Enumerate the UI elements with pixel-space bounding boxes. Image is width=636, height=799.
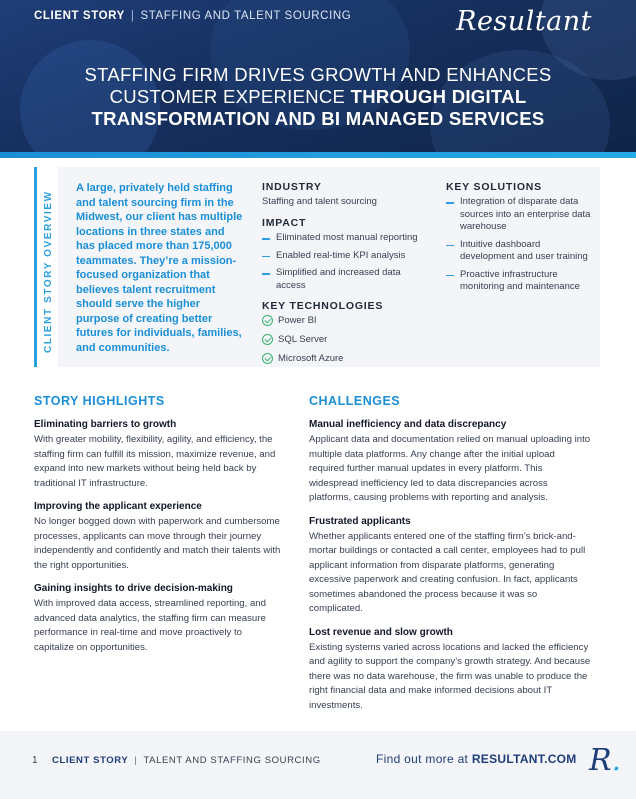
challenges-heading: CHALLENGES — [309, 394, 401, 408]
challenge-title: Lost revenue and slow growth — [309, 626, 453, 638]
check-circle-icon — [262, 334, 273, 345]
footer-tag-text: TALENT AND STAFFING SOURCING — [143, 755, 321, 766]
challenge-text: Existing systems varied across locations and lacked the efficiency and agility to support the company’s growth strategy. And because there was no data warehouse, the firm was unable to produce the right financial data and make informed decisions about IT investments. — [309, 641, 591, 711]
r-mark-dot: . — [611, 743, 622, 778]
solutions-heading: KEY SOLUTIONS — [446, 181, 542, 193]
challenge-title: Frustrated applicants — [309, 515, 411, 527]
challenge-item — [309, 419, 591, 506]
page-footer — [0, 731, 636, 799]
highlight-text: With improved data access, streamlined reporting, and advanced data analytics, the staffing firm can measure performance in real-time and move proactively to capitalize on opportunities. — [34, 598, 266, 653]
overview-intro: A large, privately held staffing and talent sourcing firm in the Midwest, our client has multiple locations in three states and has placed more than 175,000 teammates. They’re a mission-focused organization that believes talent recruitment should serve the higher purpose of creating better futures for individuals, families, and communities. — [76, 182, 243, 354]
highlight-item — [34, 501, 284, 573]
overview-side-label: CLIENT STORY OVERVIEW — [43, 190, 54, 353]
solution-item: Intuitive dashboard development and user training — [446, 239, 596, 264]
highlight-text: No longer bogged down with paperwork and cumbersome processes, applicants can move through their journey independently and confidently and match their talents with the right opportunities. — [34, 516, 281, 571]
technologies-list — [262, 315, 432, 364]
story-highlights — [34, 394, 284, 665]
impact-list — [262, 232, 432, 292]
page-title-bold: THROUGH DIGITAL TRANSFORMATION AND BI MANAGED SERVICES — [91, 86, 545, 129]
resultant-logo: Resultant — [456, 6, 592, 37]
impact-item: Simplified and increased data access — [262, 267, 432, 292]
highlight-item — [34, 583, 284, 655]
solution-item: Integration of disparate data sources into an enterprise data warehouse — [446, 196, 596, 234]
overview-right-column — [446, 181, 596, 302]
header-tag — [34, 10, 351, 22]
overview-middle-column — [262, 181, 432, 372]
challenge-item — [309, 516, 591, 617]
footer-tag — [52, 755, 321, 766]
header-tag-strong: CLIENT STORY — [34, 10, 125, 22]
industry-heading: INDUSTRY — [262, 181, 322, 193]
website-link-domain: RESULTANT.COM — [471, 752, 577, 766]
challenge-text: Whether applicants entered one of the staffing firm’s brick-and-mortar buildings or contacted a call center, employees had to pull applicant information from disparate platforms, generating excessive paperwork and creating confusion. In fact, applicants sometimes abandoned the process because it was so complicated. — [309, 530, 586, 614]
hero-accent-bar — [0, 152, 636, 158]
website-link-prefix: Find out more at — [376, 752, 472, 766]
page-title — [40, 64, 596, 130]
header-tag-text: STAFFING AND TALENT SOURCING — [140, 10, 352, 22]
check-circle-icon — [262, 353, 273, 364]
technology-item — [262, 353, 432, 364]
industry-value: Staffing and talent sourcing — [262, 196, 377, 207]
technology-item — [262, 334, 432, 345]
footer-tag-separator: | — [134, 755, 138, 766]
impact-heading: IMPACT — [262, 217, 307, 229]
overview-side-tab — [34, 167, 58, 367]
client-story-overview — [34, 167, 600, 367]
challenge-text: Applicant data and documentation relied on manual uploading into multiple data platforms. Any change after the initial upload required further manual updates in every platform. This widespread inefficiency led to data discrepancies across platforms, causing problems with reporting and analysis. — [309, 434, 591, 503]
check-circle-icon — [262, 315, 273, 326]
highlight-item — [34, 419, 284, 491]
r-mark-letter: R — [589, 743, 612, 778]
challenge-title: Manual inefficiency and data discrepancy — [309, 419, 507, 430]
challenge-item — [309, 627, 591, 714]
technology-label: SQL Server — [278, 334, 328, 345]
page-number: 1 — [32, 755, 38, 766]
solution-item: Proactive infrastructure monitoring and maintenance — [446, 269, 596, 294]
resultant-r-mark-icon — [589, 743, 621, 778]
website-link[interactable] — [376, 752, 577, 766]
impact-item: Enabled real-time KPI analysis — [262, 250, 432, 263]
highlight-title: Improving the applicant experience — [34, 501, 202, 512]
challenges — [309, 394, 591, 723]
technology-label: Power BI — [278, 315, 317, 326]
impact-item: Eliminated most manual reporting — [262, 232, 432, 245]
technology-item — [262, 315, 432, 326]
footer-tag-strong: CLIENT STORY — [52, 755, 129, 766]
solutions-list — [446, 196, 596, 294]
highlight-text: With greater mobility, flexibility, agility, and efficiency, the staffing firm can fulfill its mission, maximize revenue, and expand into new markets without being held back by traditional IT infrastructure. — [34, 434, 276, 489]
page-title-light: STAFFING FIRM DRIVES GROWTH AND ENHANCES CUSTOMER EXPERIENCE — [84, 64, 552, 107]
technologies-heading: KEY TECHNOLOGIES — [262, 300, 384, 312]
highlight-title: Gaining insights to drive decision-making — [34, 583, 233, 594]
story-highlights-heading: STORY HIGHLIGHTS — [34, 394, 165, 408]
hero-banner — [0, 0, 636, 158]
technology-label: Microsoft Azure — [278, 353, 344, 364]
highlight-title: Eliminating barriers to growth — [34, 419, 177, 430]
header-tag-separator: | — [130, 10, 135, 22]
